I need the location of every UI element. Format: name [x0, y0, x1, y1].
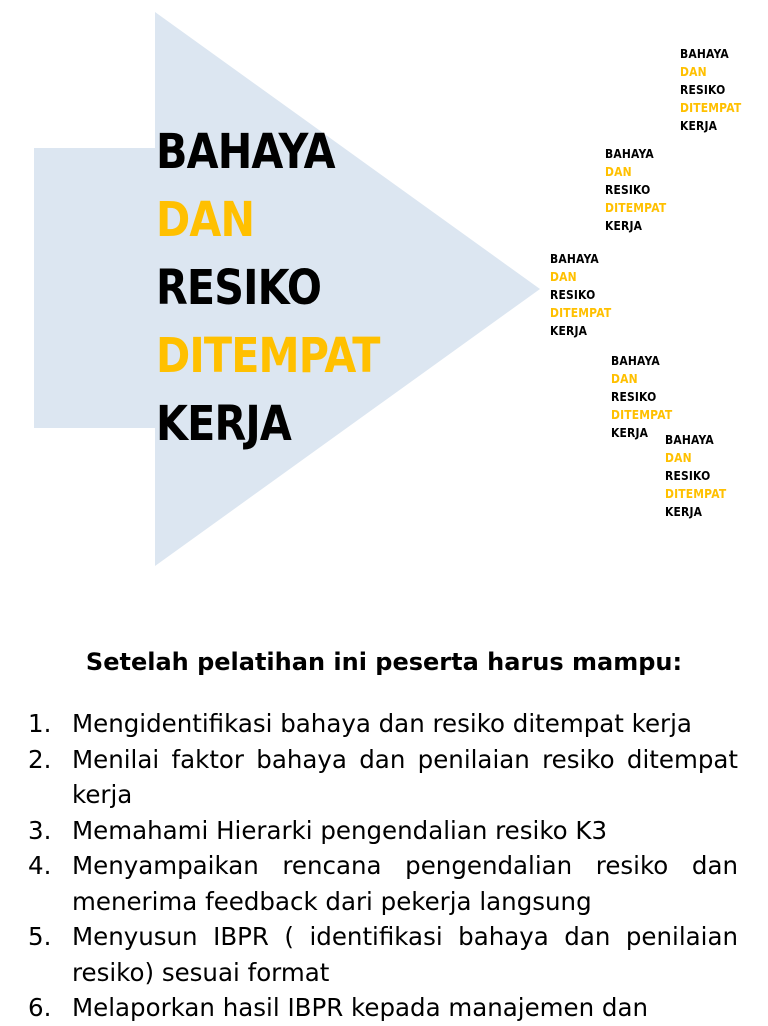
decor-line-kerja: KERJA: [550, 323, 588, 338]
objective-item: [28, 742, 738, 813]
objective-item: [28, 706, 738, 742]
decor-title-stack-5: [665, 431, 726, 521]
decor-line-ditempat: DITEMPAT: [665, 486, 727, 501]
objective-item: [28, 813, 738, 849]
decor-title-stack-2: [605, 145, 666, 235]
title-line-ditempat: DITEMPAT: [156, 328, 380, 384]
title-line-resiko: RESIKO: [156, 260, 322, 316]
decor-line-kerja: KERJA: [605, 218, 643, 233]
objective-text: Menyampaikan rencana pengendalian resiko dan menerima feedback dari pekerja langsung: [72, 851, 738, 916]
decor-line-bahaya: BAHAYA: [680, 46, 729, 61]
objectives-list: [28, 706, 738, 1026]
objective-number: 2.: [28, 744, 52, 774]
objective-text: Menilai faktor bahaya dan penilaian resiko ditempat kerja: [72, 744, 738, 809]
decor-line-dan: DAN: [611, 371, 638, 386]
decor-title-stack-3: [550, 250, 611, 340]
objective-text: Menyusun IBPR ( identifikasi bahaya dan penilaian resiko) sesuai format: [72, 922, 738, 987]
title-line-kerja: KERJA: [156, 396, 291, 452]
objective-item: [28, 990, 738, 1026]
objective-text: Memahami Hierarki pengendalian resiko K3: [72, 815, 608, 845]
decor-line-kerja: KERJA: [680, 118, 718, 133]
decor-line-resiko: RESIKO: [680, 82, 726, 97]
decor-line-dan: DAN: [665, 450, 692, 465]
title-line-bahaya: BAHAYA: [156, 124, 335, 180]
decor-line-ditempat: DITEMPAT: [550, 305, 612, 320]
objective-text: Melaporkan hasil IBPR kepada manajemen dan: [72, 993, 649, 1022]
objective-number: 1.: [28, 709, 52, 738]
decor-line-dan: DAN: [605, 164, 632, 179]
decor-line-kerja: KERJA: [611, 425, 649, 440]
objective-number: 5.: [28, 922, 52, 951]
title-line-dan: DAN: [156, 192, 255, 248]
decor-line-bahaya: BAHAYA: [611, 353, 660, 368]
objective-number: 3.: [28, 815, 52, 845]
decor-line-dan: DAN: [550, 269, 577, 284]
decor-line-resiko: RESIKO: [550, 287, 596, 302]
main-title: [156, 118, 380, 458]
decor-title-stack-4: [611, 352, 672, 442]
decor-line-dan: DAN: [680, 64, 707, 79]
objective-item: [28, 848, 738, 919]
decor-line-ditempat: DITEMPAT: [680, 100, 742, 115]
decor-line-kerja: KERJA: [665, 504, 703, 519]
decor-line-ditempat: DITEMPAT: [605, 200, 667, 215]
decor-line-ditempat: DITEMPAT: [611, 407, 673, 422]
decor-line-bahaya: BAHAYA: [605, 146, 654, 161]
decor-line-bahaya: BAHAYA: [550, 251, 599, 266]
section-heading: Setelah pelatihan ini peserta harus mampu:: [85, 648, 683, 676]
objective-text: Mengidentifikasi bahaya dan resiko ditempat kerja: [72, 709, 692, 738]
objective-number: 4.: [28, 851, 52, 880]
decor-line-resiko: RESIKO: [605, 182, 651, 197]
decor-title-stack-1: [680, 45, 741, 135]
objective-item: [28, 919, 738, 990]
decor-line-resiko: RESIKO: [611, 389, 657, 404]
decor-line-bahaya: BAHAYA: [665, 432, 714, 447]
objective-number: 6.: [28, 993, 52, 1022]
decor-line-resiko: RESIKO: [665, 468, 711, 483]
